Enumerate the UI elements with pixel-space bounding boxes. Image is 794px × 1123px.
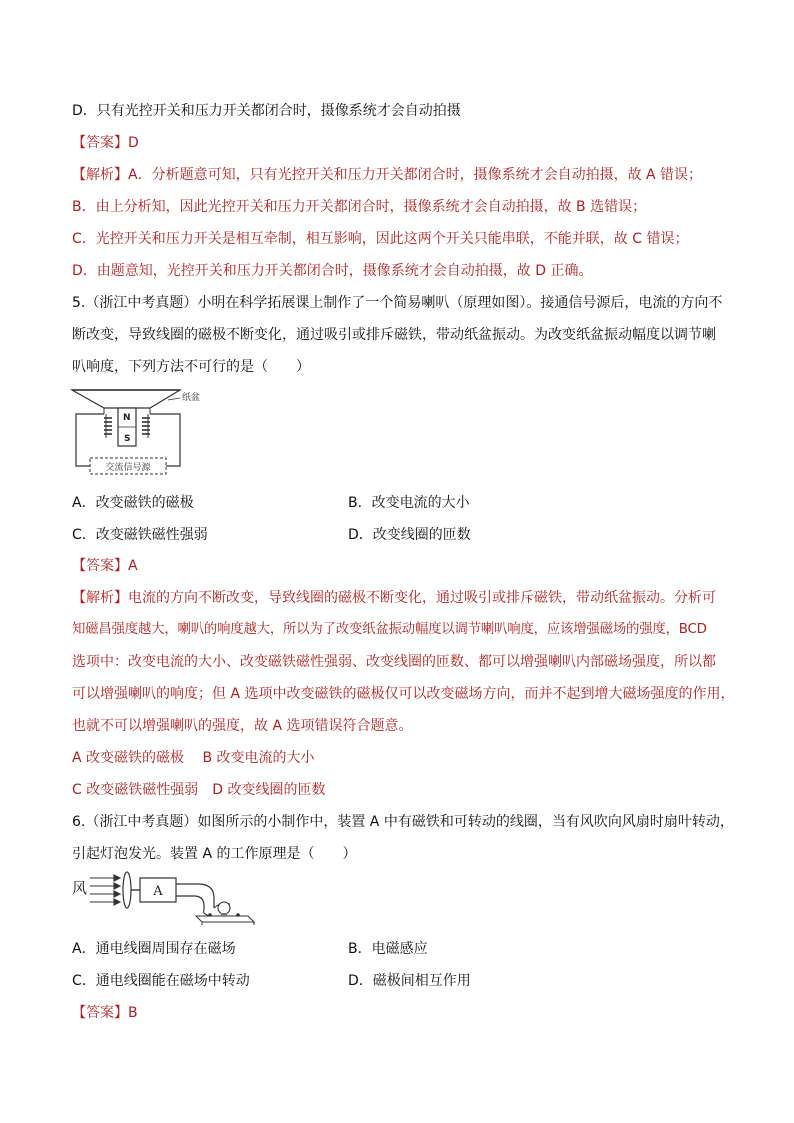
q4-analysis-line-1: [72, 165, 702, 185]
q4-analysis-line-3: C．光控开关和压力开关是相互牵制，相互影响，因此这两个开关只能串联，不能并联，故 C 错误；: [72, 231, 689, 247]
q5-stem-line-1: 5.（浙江中考真题）小明在科学拓展课上制作了一个简易喇叭（原理如图）。接通信号源后，电流的方向不: [72, 295, 723, 311]
q5-stem-line-2: 断改变，导致线圈的磁极不断变化，通过吸引或排斥磁铁，带动纸盆振动。为改变纸盆振动幅度以调节喇: [72, 327, 716, 343]
wind-arrows: [90, 875, 120, 905]
signal-source-label: 交流信号源: [105, 463, 151, 473]
q6-answer-value: B: [128, 1005, 138, 1021]
q5-analysis-line-4: 可以增强喇叭的响度；但 A 选项中改变磁铁的磁极仅可以改变磁场方向，而并不起到增大磁场强度的作用，: [72, 686, 735, 702]
q4-analysis-label: 【解析】: [72, 167, 128, 183]
q4-answer-value: D: [128, 135, 139, 151]
q5-answer-value: A: [128, 558, 138, 574]
q5-answer: [72, 556, 138, 576]
light-bulb-icon: [218, 902, 230, 914]
magnet-n: N: [123, 413, 131, 423]
q5-speaker-figure: [68, 386, 201, 480]
paper-cone: [72, 390, 180, 408]
q6-option-b: B．电磁感应: [348, 941, 428, 957]
q6-stem-line-1: 6.（浙江中考真题）如图所示的小制作中，装置 A 中有磁铁和可转动的线圈，当有风吹向风扇时扇叶转动，: [72, 814, 734, 830]
q4-answer-label: 【答案】: [72, 135, 128, 151]
q6-option-d: D．磁极间相互作用: [348, 973, 471, 989]
fan-blade: [123, 872, 131, 908]
q6-generator-figure: [70, 868, 260, 926]
q5-option-b: B．改变电流的大小: [348, 495, 470, 511]
q5-stem-line-3: 叭响度，下列方法不可行的是（ ）: [72, 359, 310, 375]
q5-answer-label: 【答案】: [72, 558, 128, 574]
q5-analysis-label: 【解析】: [72, 590, 128, 606]
magnet-s: S: [124, 434, 131, 444]
q5-extra-line-1: A 改变磁铁的磁极 B 改变电流的大小: [72, 750, 315, 766]
q5-analysis-line-5: 也就不可以增强喇叭的强度，故 A 选项错误符合题意。: [72, 718, 413, 734]
q4-option-d: D．只有光控开关和压力开关都闭合时，摄像系统才会自动拍摄: [72, 103, 461, 119]
q4-analysis-text-1: A．分析题意可知，只有光控开关和压力开关都闭合时，摄像系统才会自动拍摄，故 A 错误；: [128, 167, 703, 183]
q6-answer: [72, 1003, 138, 1023]
q4-analysis-line-2: B．由上分析知，因此光控开关和压力开关都闭合时，摄像系统才会自动拍摄，故 B 选错误；: [72, 199, 647, 215]
q4-analysis-line-4: D．由题意知，光控开关和压力开关都闭合时，摄像系统才会自动拍摄，故 D 正确。: [72, 263, 593, 279]
q6-stem-line-2: 引起灯泡发光。装置 A 的工作原理是（ ）: [72, 846, 357, 862]
q6-answer-label: 【答案】: [72, 1005, 128, 1021]
q5-analysis-line-1: [72, 588, 716, 608]
q4-answer: [72, 133, 139, 153]
wind-label: 风: [72, 879, 88, 897]
q5-extra-line-2: C 改变磁铁磁性强弱 D 改变线圈的匝数: [72, 782, 326, 798]
q5-analysis-line-3: 选项中：改变电流的大小、改变磁铁磁性强弱、改变线圈的匝数、都可以增强喇叭内部磁场强度，所以都: [72, 654, 716, 670]
q6-option-c: C．通电线圈能在磁场中转动: [72, 973, 250, 989]
lamp-base: [196, 916, 254, 922]
q5-option-c: C．改变磁铁磁性强弱: [72, 527, 208, 543]
q5-option-d: D．改变线圈的匝数: [348, 527, 471, 543]
cone-label: 纸盆: [182, 393, 201, 403]
q5-analysis-text-1: 电流的方向不断改变，导致线圈的磁极不断变化，通过吸引或排斥磁铁，带动纸盆振动。分析可: [128, 590, 716, 606]
q6-option-a: A．通电线圈周围存在磁场: [72, 941, 236, 957]
device-a-label: A: [153, 884, 163, 899]
q5-option-a: A．改变磁铁的磁极: [72, 495, 194, 511]
q5-analysis-line-2: 知磁昌强度越大，喇叭的响度越大，所以为了改变纸盆振动幅度以调节喇叭响度，应该增强磁场的强度，BCD: [72, 622, 707, 637]
